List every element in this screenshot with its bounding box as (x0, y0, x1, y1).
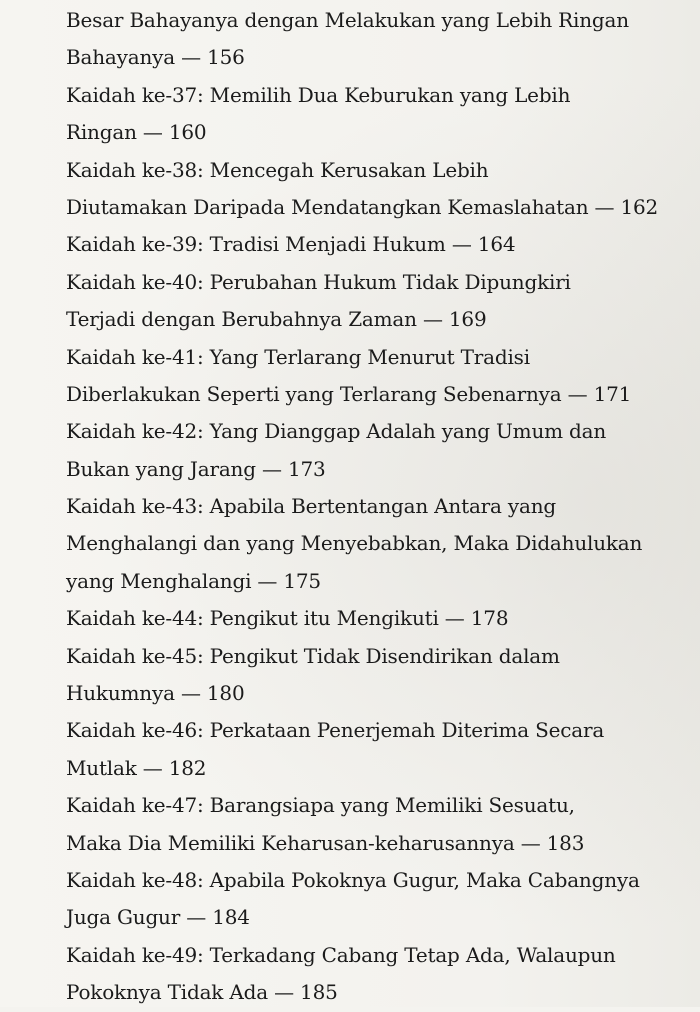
toc-line: Kaidah ke-43: Apabila Bertentangan Antara yang (66, 494, 557, 519)
toc-line: Maka Dia Memiliki Keharusan-keharusannya — 183 (66, 830, 585, 855)
toc-line: Diberlakukan Seperti yang Terlarang Sebenarnya — 171 (66, 381, 632, 406)
toc-line: Kaidah ke-40: Perubahan Hukum Tidak Dipungkiri (66, 269, 571, 294)
toc-line: Bukan yang Jarang — 173 (66, 456, 326, 481)
toc-entry-kaidah-38 (66, 152, 691, 227)
toc-entry-kaidah-39 (66, 226, 691, 263)
toc-line: Kaidah ke-37: Memilih Dua Keburukan yang Lebih (66, 82, 571, 107)
toc-entry-kaidah-43 (66, 488, 691, 600)
toc-line: Juga Gugur — 184 (66, 905, 250, 930)
toc-line: Pokoknya Tidak Ada — 185 (66, 980, 338, 1005)
toc-entry-kaidah-45 (66, 638, 691, 713)
toc-line: Hukumnya — 180 (66, 681, 245, 706)
toc-entry-kaidah-41 (66, 339, 691, 414)
toc-line: Kaidah ke-42: Yang Dianggap Adalah yang Umum dan (66, 419, 607, 444)
toc-line: Diutamakan Daripada Mendatangkan Kemaslahatan — 162 (66, 194, 659, 219)
toc-line: Kaidah ke-49: Terkadang Cabang Tetap Ada, Walaupun (66, 942, 616, 967)
toc-line: Kaidah ke-44: Pengikut itu Mengikuti — 178 (66, 606, 509, 631)
toc-line: Terjadi dengan Berubahnya Zaman — 169 (66, 307, 487, 332)
toc-line: Menghalangi dan yang Menyebabkan, Maka Didahulukan (66, 531, 643, 556)
toc-line: yang Menghalangi — 175 (66, 568, 321, 593)
toc-entry-kaidah-47 (66, 787, 691, 862)
toc-line: Mutlak — 182 (66, 755, 207, 780)
toc-entry-continued (66, 2, 691, 77)
toc-line: Kaidah ke-46: Perkataan Penerjemah Diterima Secara (66, 718, 605, 743)
toc-entry-kaidah-44 (66, 600, 691, 637)
toc-line: Kaidah ke-39: Tradisi Menjadi Hukum — 164 (66, 232, 516, 257)
toc-line: Besar Bahayanya dengan Melakukan yang Lebih Ringan (66, 8, 629, 32)
toc-line: Kaidah ke-38: Mencegah Kerusakan Lebih (66, 157, 489, 182)
toc-entry-kaidah-42 (66, 413, 691, 488)
table-of-contents (66, 2, 691, 1012)
toc-line: Kaidah ke-47: Barangsiapa yang Memiliki Sesuatu, (66, 793, 575, 818)
toc-line: Kaidah ke-48: Apabila Pokoknya Gugur, Maka Cabangnya (66, 867, 640, 892)
toc-line: Kaidah ke-45: Pengikut Tidak Disendirikan dalam (66, 643, 560, 668)
toc-line: Bahayanya — 156 (66, 45, 245, 70)
toc-line: Ringan — 160 (66, 120, 207, 145)
toc-entry-kaidah-49 (66, 937, 691, 1012)
toc-line: Kaidah ke-41: Yang Terlarang Menurut Tradisi (66, 344, 530, 369)
toc-entry-kaidah-40 (66, 264, 691, 339)
toc-entry-kaidah-48 (66, 862, 691, 937)
toc-entry-kaidah-46 (66, 712, 691, 787)
toc-entry-kaidah-37 (66, 77, 691, 152)
